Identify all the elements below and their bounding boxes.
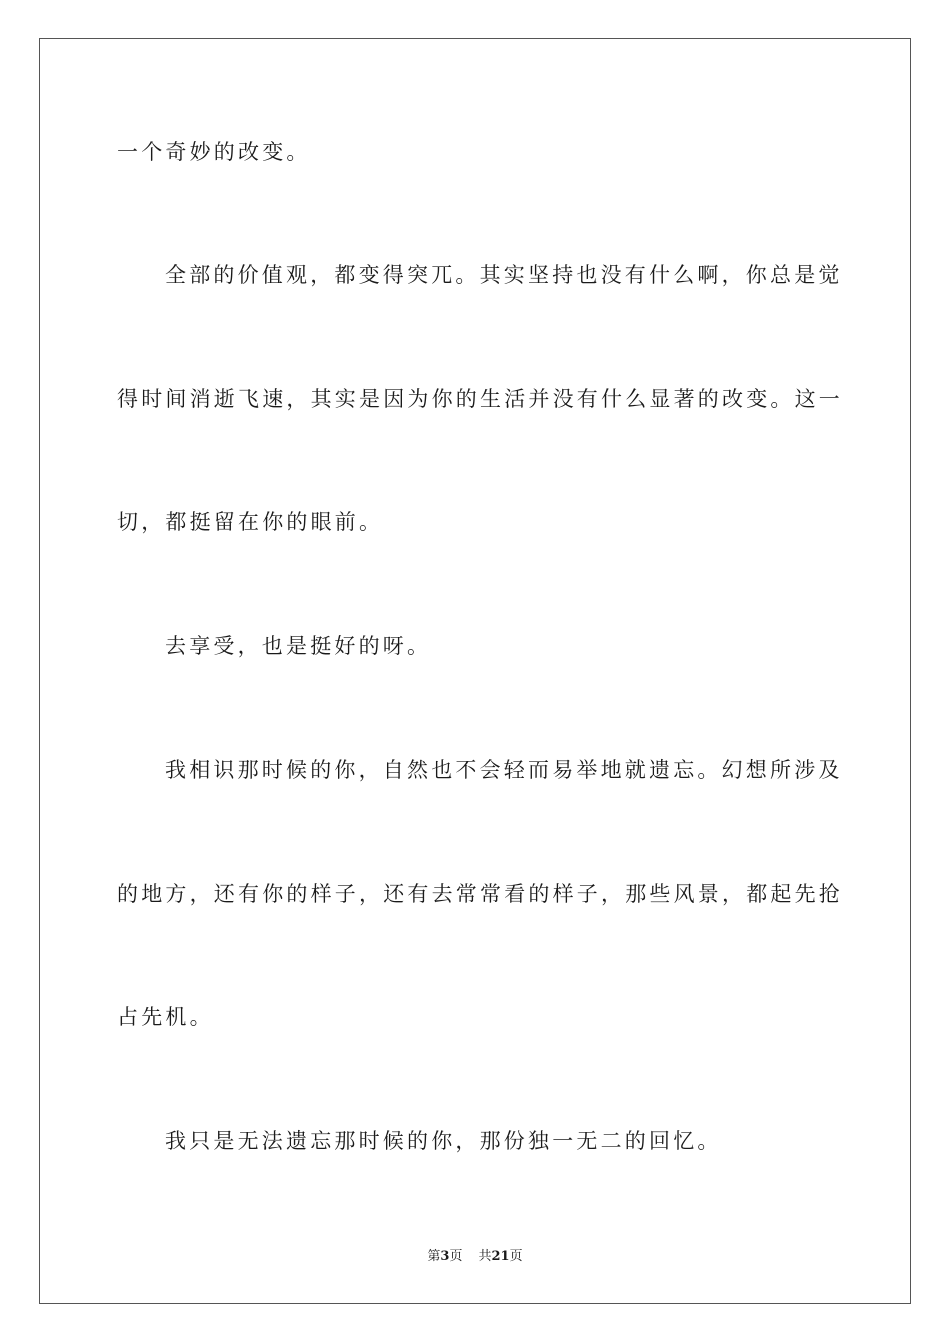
text-line: 切，都挺留在你的眼前。 [117,510,384,534]
text-line: 占先机。 [117,1005,214,1029]
text-line: 得时间消逝飞速，其实是因为你的生活并没有什么显著的改变。这一 [117,387,843,411]
page-border [39,38,911,1304]
paragraph-first-line: 去享受，也是挺好的呀。 [165,634,432,658]
text-line: 的地方，还有你的样子，还有去常常看的样子，那些风景，都起先抢 [117,882,843,906]
total-prefix: 共 [478,1249,492,1264]
text-line: 一个奇妙的改变。 [117,140,311,164]
paragraph-first-line: 我只是无法遗忘那时候的你，那份独一无二的回忆。 [165,1129,722,1153]
paragraph-first-line: 全部的价值观，都变得突兀。其实坚持也没有什么啊，你总是觉 [165,263,843,287]
page-number: 3 [440,1249,450,1264]
paragraph-first-line: 我相识那时候的你，自然也不会轻而易举地就遗忘。幻想所涉及 [165,758,843,782]
page-suffix: 页 [449,1249,463,1264]
total-suffix: 页 [509,1249,523,1264]
total-pages: 21 [491,1249,510,1264]
page-prefix: 第 [427,1249,441,1264]
page-footer [0,1248,950,1266]
